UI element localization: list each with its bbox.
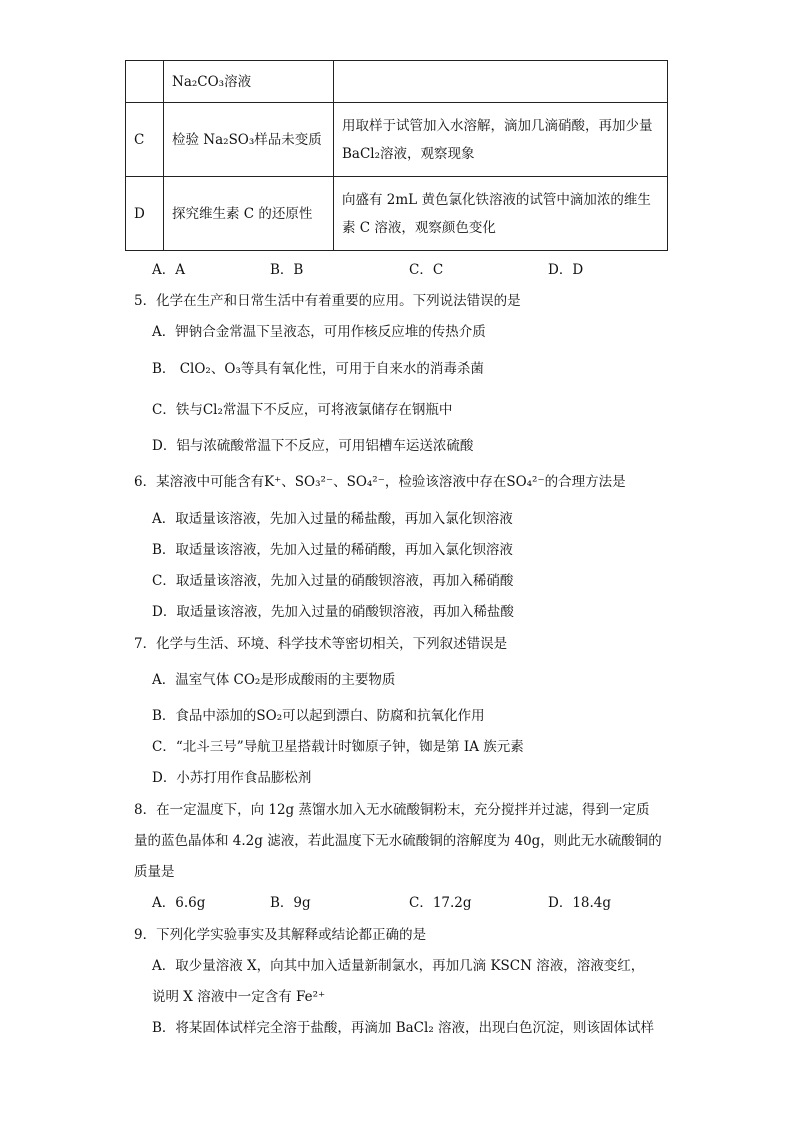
option-c: C．17.2g: [409, 895, 472, 911]
option-a: A．6.6g: [152, 895, 206, 911]
row-label: [126, 61, 164, 103]
q9-stem: 9．下列化学实验事实及其解释或结论都正确的是: [134, 927, 427, 943]
q7-option-c: C．“北斗三号”导航卫星搭载计时铷原子钟，铷是第 IA 族元素: [152, 739, 524, 755]
q9-option-b-line1: B．将某固体试样完全溶于盐酸，再滴加 BaCl₂ 溶液，出现白色沉淀，则该固体试样: [152, 1020, 655, 1036]
q7-stem: 7．化学与生活、环境、科学技术等密切相关，下列叙述错误是: [134, 636, 508, 652]
q8-stem-line1: 8．在一定温度下，向 12g 蒸馏水加入无水硫酸铜粉末，充分搅拌并过滤，得到一定质: [134, 802, 650, 818]
row-item: 检验 Na₂SO₃样品未变质: [164, 103, 334, 177]
option-a: A．A: [152, 262, 185, 278]
option-d: D．D: [548, 262, 584, 278]
method-line: 向盛有 2mL 黄色氯化铁溶液的试管中滴加浓的维生: [342, 191, 651, 208]
q9-option-a-line1: A．取少量溶液 X，向其中加入适量新制氯水，再加几滴 KSCN 溶液，溶液变红，: [152, 958, 645, 974]
q5-option-d: D．铝与浓硫酸常温下不反应，可用铝槽车运送浓硫酸: [152, 438, 474, 454]
option-c: C．C: [409, 262, 444, 278]
q7-option-a: A．温室气体 CO₂是形成酸雨的主要物质: [152, 672, 396, 688]
option-d: D．18.4g: [548, 895, 612, 911]
row-label: D: [126, 177, 164, 251]
method-line: 素 C 溶液，观察颜色变化: [342, 219, 496, 236]
q8-stem-line2: 量的蓝色晶体和 4.2g 滤液，若此温度下无水硫酸铜的溶解度为 40g，则此无水硫酸铜的: [134, 833, 662, 849]
q5-option-a: A．钾钠合金常温下呈液态，可用作核反应堆的传热介质: [152, 324, 486, 340]
q5-stem: 5．化学在生产和日常生活中有着重要的应用。下列说法错误的是: [134, 293, 521, 309]
table-row: [126, 103, 668, 177]
q6-stem: 6．某溶液中可能含有K⁺、SO₃²⁻、SO₄²⁻，检验该溶液中存在SO₄²⁻的合理方法是: [134, 474, 626, 490]
option-b: B．B: [270, 262, 304, 278]
q5-option-b: B． ClO₂、O₃等具有氧化性，可用于自来水的消毒杀菌: [152, 361, 484, 377]
q6-option-d: D．取适量该溶液，先加入过量的硝酸钡溶液，再加入稀盐酸: [152, 604, 514, 620]
table-row: [126, 61, 668, 103]
row-label: C: [126, 103, 164, 177]
q6-option-b: B．取适量该溶液，先加入过量的稀硝酸，再加入氯化钡溶液: [152, 542, 513, 558]
method-line: BaCl₂溶液，观察现象: [342, 145, 475, 162]
row-method: [334, 103, 668, 177]
q7-option-d: D．小苏打用作食品膨松剂: [152, 770, 312, 786]
option-b: B．9g: [270, 895, 311, 911]
q8-stem-line3: 质量是: [134, 864, 175, 880]
experiment-table: [125, 60, 668, 251]
table-row: [126, 177, 668, 251]
q6-option-c: C．取适量该溶液，先加入过量的硝酸钡溶液，再加入稀硝酸: [152, 573, 514, 589]
row-item: 探究维生素 C 的还原性: [164, 177, 334, 251]
row-item: Na₂CO₃溶液: [164, 61, 334, 103]
q6-option-a: A．取适量该溶液，先加入过量的稀盐酸，再加入氯化钡溶液: [152, 511, 513, 527]
q7-option-b: B．食品中添加的SO₂可以起到漂白、防腐和抗氧化作用: [152, 708, 485, 724]
row-method: [334, 177, 668, 251]
method-line: 用取样于试管加入水溶解，滴加几滴硝酸，再加少量: [342, 117, 653, 134]
row-method: [334, 61, 668, 103]
q5-option-c: C．铁与Cl₂常温下不反应，可将液氯储存在钢瓶中: [152, 402, 453, 418]
q9-option-a-line2: 说明 X 溶液中一定含有 Fe²⁺: [152, 989, 326, 1005]
